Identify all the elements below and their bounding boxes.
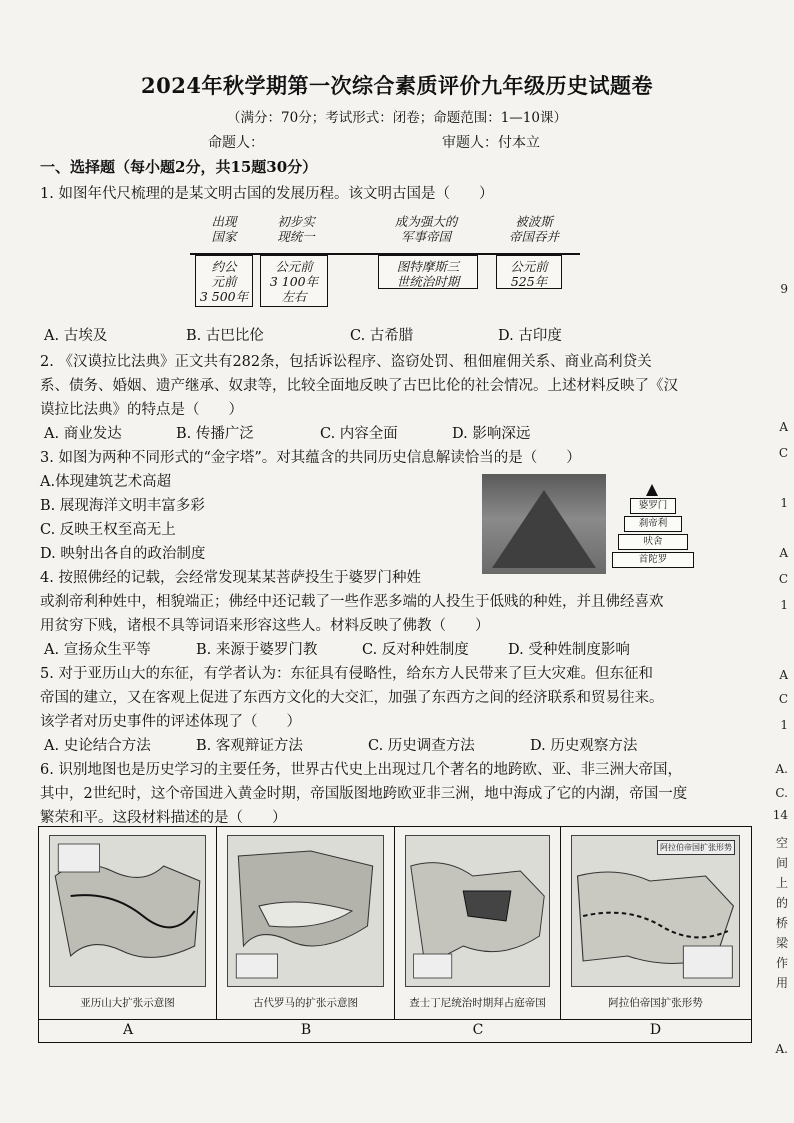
q2-stem-line: 系、债务、婚姻、遗产继承、奴隶等，比较全面地反映了古巴比伦的社会情况。上述材料反映了《汉 [40,378,678,394]
map-options-table [38,826,752,1043]
margin-fragment: 作 [775,956,788,970]
timeline-top-label: 成为强大的 军事帝国 [394,214,458,244]
margin-fragment: A [779,420,788,434]
timeline-box: 约公 元前 3 500年 [195,255,253,307]
map-letter[interactable]: B [300,1022,312,1038]
q5-stem-line: 5. 对于亚历山大的东征，有学者认为：东征具有侵略性，给东方人民带来了巨大灾难。但东征和 [40,666,653,682]
q5-option-c[interactable]: C. 历史调查方法 [368,738,475,754]
margin-fragment: 1 [780,598,788,612]
map-cell-b[interactable] [217,827,395,1019]
map-image [49,835,206,987]
exam-info: （满分：70分；考试形式：闭卷；命题范围：1—10课） [227,110,567,126]
q1-option-b[interactable]: B. 古巴比伦 [186,328,264,344]
timeline-box: 公元前 525年 [496,255,562,289]
caste-tier: 吠舍 [618,534,688,550]
caste-tier: 刹帝利 [624,516,682,532]
timeline-top-label: 被波斯 帝国吞并 [508,214,559,244]
q1-option-a[interactable]: A. 古埃及 [44,328,108,344]
map-image [405,835,550,987]
map-cell-d[interactable] [561,827,750,1019]
map-letter-row [39,1019,751,1043]
q1-option-d[interactable]: D. 古印度 [498,328,562,344]
q1-stem: 1. 如图年代尺梳理的是某文明古国的发展历程。该文明古国是（ ） [40,186,494,202]
q5-option-b[interactable]: B. 客观辩证方法 [196,738,303,754]
q2-stem-line: 谟拉比法典》的特点是（ ） [40,402,243,418]
margin-fragment: 14 [772,808,788,822]
margin-fragment: 空 [775,836,788,850]
reviewer-label: 审题人：付本立 [442,135,540,151]
margin-fragment: 用 [775,976,788,990]
margin-fragment: C [778,572,788,586]
pyramid-apex-icon [646,484,658,496]
caste-tier: 首陀罗 [612,552,694,568]
map-caption: 阿拉伯帝国扩张形势 [608,997,703,1009]
map-cell-c[interactable] [395,827,561,1019]
q5-stem-line: 帝国的建立，又在客观上促进了东西方文化的大交汇，加强了东西方之间的经济联系和贸易往来。 [40,690,664,706]
q3-option-a[interactable]: A.体现建筑艺术高超 [40,474,172,490]
q3-option-b[interactable]: B. 展现海洋文明丰富多彩 [40,498,205,514]
margin-fragment: 桥 [775,916,788,930]
margin-fragment: C [778,446,788,460]
map-image [227,835,384,987]
map-caption: 查士丁尼统治时期拜占庭帝国 [409,997,546,1009]
q5-stem-line: 该学者对历史事件的评述体现了（ ） [40,714,301,730]
map-image [571,835,740,987]
timeline-box: 图特摩斯三 世统治时期 [378,255,478,289]
q3-option-c[interactable]: C. 反映王权至高无上 [40,522,176,538]
margin-fragment: A. [775,762,788,776]
q2-option-c[interactable]: C. 内容全面 [320,426,398,442]
margin-fragment: C. [775,786,788,800]
pyramid-silhouette [492,490,596,568]
q4-option-c[interactable]: C. 反对种姓制度 [362,642,469,658]
margin-fragment: 间 [775,856,788,870]
margin-fragment: 上 [775,876,788,890]
q1-option-c[interactable]: C. 古希腊 [350,328,414,344]
q2-stem-line: 2. 《汉谟拉比法典》正文共有282条，包括诉讼程序、盗窃处罚、租佃雇佣关系、商业高利贷关 [40,354,652,370]
map-letter[interactable]: A [122,1022,134,1038]
q3-stem: 3. 如图为两种不同形式的“金字塔”。对其蕴含的共同历史信息解读恰当的是（ ） [40,450,581,466]
map-cell-a[interactable] [39,827,217,1019]
q4-stem-line: 用贫穷下贱，诸根不具等词语来形容这些人。材料反映了佛教（ ） [40,618,490,634]
margin-fragment: A. [775,1042,788,1056]
q4-option-b[interactable]: B. 来源于婆罗门教 [196,642,318,658]
q6-stem-line: 其中，2世纪时，这个帝国进入黄金时期，帝国版图地跨欧亚非三洲，地中海成了它的内湖，帝国一度 [40,786,688,802]
margin-fragment: 9 [780,282,788,296]
map-d-header: 阿拉伯帝国扩张形势 [657,840,735,855]
caste-tier: 婆罗门 [630,498,676,514]
pyramid-photo [482,474,606,574]
q4-option-a[interactable]: A. 宣扬众生平等 [44,642,151,658]
timeline-box: 公元前 3 100年 左右 [260,255,328,307]
q6-stem-line: 繁荣和平。这段材料描述的是（ ） [40,810,287,826]
q2-option-a[interactable]: A. 商业发达 [44,426,122,442]
q3-option-d[interactable]: D. 映射出各自的政治制度 [40,546,206,562]
map-caption: 亚历山大扩张示意图 [80,997,175,1009]
q2-option-b[interactable]: B. 传播广泛 [176,426,254,442]
timeline-top-label: 出现 国家 [211,214,237,244]
q4-stem-line: 或刹帝利种姓中，相貌端正；佛经中还记载了一些作恶多端的人投生于低贱的种姓，并且佛经喜欢 [40,594,664,610]
map-caption: 古代罗马的扩张示意图 [253,997,358,1009]
timeline-top-label: 初步实 现统一 [277,214,315,244]
map-letter[interactable]: D [649,1022,662,1038]
author-label: 命题人： [208,135,264,151]
q4-option-d[interactable]: D. 受种姓制度影响 [508,642,630,658]
margin-fragment: A [779,668,788,682]
margin-fragment: A [779,546,788,560]
margin-fragment: C [778,692,788,706]
margin-fragment: 1 [780,496,788,510]
q4-stem-line: 4. 按照佛经的记载，会经常发现某某菩萨投生于婆罗门种姓 [40,570,421,586]
q6-stem-line: 6. 识别地图也是历史学习的主要任务，世界古代史上出现过几个著名的地跨欧、亚、非三洲大帝国， [40,762,682,778]
exam-title: 2024年秋学期第一次综合素质评价九年级历史试题卷 [141,73,653,98]
q2-option-d[interactable]: D. 影响深远 [452,426,531,442]
margin-fragment: 的 [775,896,788,910]
q5-option-d[interactable]: D. 历史观察方法 [530,738,638,754]
margin-fragment: 梁 [775,936,788,950]
section-heading: 一、选择题（每小题2分，共15题30分） [40,158,318,176]
margin-fragment: 1 [780,718,788,732]
map-letter[interactable]: C [472,1022,484,1038]
q5-option-a[interactable]: A. 史论结合方法 [44,738,151,754]
